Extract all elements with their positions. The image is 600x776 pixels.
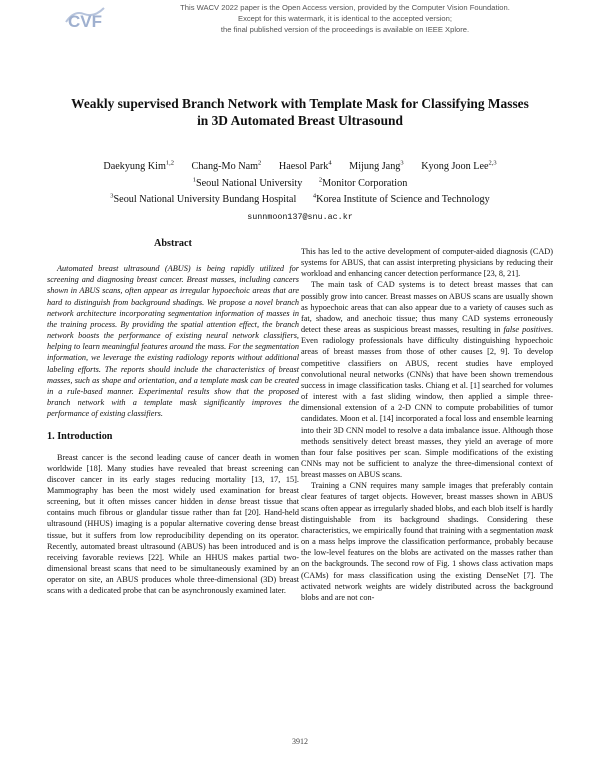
title-line-2: in 3D Automated Breast Ultrasound: [197, 113, 403, 128]
author-list: [30, 157, 570, 173]
body-paragraph: The main task of CAD systems is to detect breast masses that can possibly grow into cancer. Breast masses on ABUS scans are usually shown as hypoechoic areas that can also appear due to a variety of causes such as fat, shadow, and anechoic tissue; thus many CAD systems erroneously detect these areas as suspicious breast masses, resulting in false positives. Even radiology professionals have difficulty distinguishing hypoechoic areas of breast masses from those of other causes [2, 9]. To develop competitive classifiers on ABUS, recent studies have employed convolutional neural networks (CNNs) that have been shown tremendous success in image classification tasks. Chiang et al. [1] searched for volumes of interest with a fast sliding window, then applied a simple three-dimensional extension of a 2-D CNN to compute probabilities of tumor candidates. Moon et al. [14] incorporated a focal loss and ensemble learning into their 3D CNN model to resolve a data imbalance issue. Although those methods sensitively detect breast masses, they yield an average of more than four false positives per scan. Simple modifications of the existing CNNs may not be sufficient to analyze the three-dimensional context of breast masses on ABUS scans.: [301, 280, 554, 480]
left-column: [47, 238, 299, 597]
author: Haesol Park$^4$: [278, 160, 332, 173]
page-number: 3912: [292, 737, 308, 746]
affiliation: $^1$Seoul National University: [192, 176, 303, 189]
affiliation: $^4$Korea Institute of Science and Technology: [312, 192, 490, 206]
body-paragraph: This has led to the active development of computer-aided diagnosis (CAD) systems for ABUS, that can assist interpreting physicians by reducing their workload and enhancing cancer detection performance [23, 8, 21].: [301, 247, 553, 279]
abstract-heading: Abstract: [154, 238, 192, 249]
introduction-heading: 1. Introduction: [47, 431, 113, 443]
cvf-logo-text: CVF: [68, 12, 102, 30]
author: Daekyung Kim$^{1,2}$: [103, 160, 174, 173]
author-email[interactable]: sunnmoon137@snu.ac.kr: [247, 212, 353, 223]
watermark-line: This WACV 2022 paper is the Open Access version, provided by the Computer Vision Foundation.: [180, 3, 510, 12]
title-line-1: Weakly supervised Branch Network with Template Mask for Classifying Masses: [71, 96, 529, 111]
body-paragraph: Training a CNN requires many sample images that preferably contain clear features of target objects. However, breast masses shown in ABUS scans often appear as irregularly shaded blobs, and each blob itself is hardly distinguishable from its background shadings. Considering these characteristics, we empirically found that training with a segmentation mask on a mass helps improve the classification performance, probably because the low-level features on the blobs are activated on the masses rather than on the backgrounds. The second row of Fig. 1 shows class activation maps (CAMs) for mass classification using the existing DenseNet [7]. The activated network weights are widely distributed across the background blobs and are not con-: [301, 481, 554, 602]
paper-title: [40, 95, 560, 129]
right-column: [301, 246, 553, 603]
open-access-watermark: [110, 2, 580, 35]
author: Kyong Joon Lee$^{2,3}$: [421, 160, 497, 173]
affiliation: $^2$Monitor Corporation: [318, 176, 408, 189]
author: Mijung Jang$^3$: [349, 160, 404, 173]
affiliations-line-2: [30, 190, 570, 206]
watermark-line: the final published version of the proceedings is available on IEEE Xplore.: [220, 25, 470, 34]
author-block: [30, 157, 570, 224]
intro-paragraph: Breast cancer is the second leading cause of cancer death in women worldwide [18]. Many studies have revealed that breast screening can discover cancer in its early stages reducing mortality [13, 17, 15]. Mammography has been the most widely used examination for breast screening, but it often misses cancer hidden in dense breast tissue that contains much fibrous or glandular tissue rather than fat [20]. Hand-held ultrasound (HHUS) imaging is a popular alternative covering dense breast tissue, but it suffers from low reproducibility depending on its operator. Recently, automated breast ultrasound (ABUS) has been introduced and is receiving favorable reviews [22]. While an HHUS makes partial two-dimensional breast scans that need to be simultaneously examined by an operator on site, an ABUS produces whole three-dimensional (3D) breast scans with a dedicated probe that can be asynchronously examined later.: [47, 452, 299, 596]
author: Chang-Mo Nam$^2$: [191, 160, 262, 173]
affiliation: $^3$Seoul National University Bundang Hospital: [110, 192, 297, 206]
watermark-line: Except for this watermark, it is identical to the accepted version;: [238, 14, 452, 23]
abstract-text: Automated breast ultrasound (ABUS) is being rapidly utilized for screening and diagnosing breast cancer. Breast masses, including cancers shown in ABUS scans, often appear as irregular hypoechoic areas that are hard to distinguish from background shadings. We propose a novel branch network architecture incorporating segmentation information of masses in the training process. By providing the spatial attention effect, the branch network boosts the performance of existing neural network classifiers, helping to learn meaningful features around the mass. For the segmentation information, we leverage the existing radiology reports without additional labeling efforts. The reports should include the characteristics of breast masses, such as shape and orientation, and a template mask can be created in a rule-based manner. Experimental results show that the proposed branch network with a template mask significantly improves the performance of existing classifiers.: [47, 264, 299, 419]
affiliations-line-1: [30, 173, 570, 189]
cvf-logo: [64, 4, 108, 30]
